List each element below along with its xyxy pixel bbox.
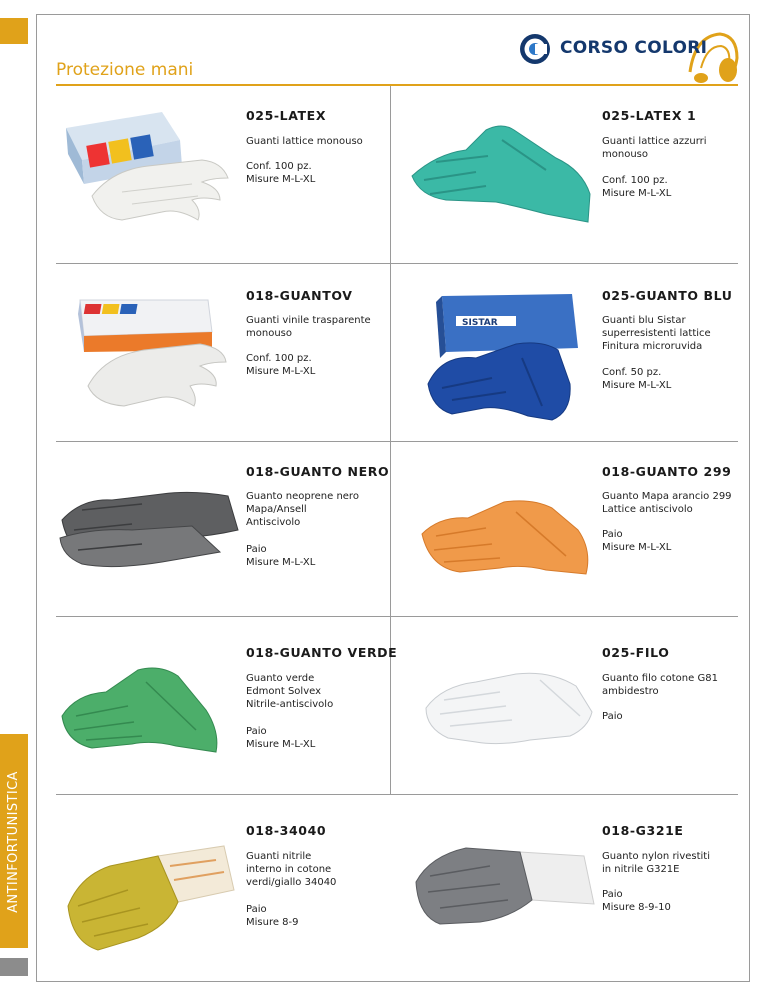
product-packaging: Conf. 100 pz. Misure M-L-XL [602,175,672,199]
corner-tab [0,18,28,44]
product-packaging: Conf. 100 pz. Misure M-L-XL [246,353,316,377]
product-packaging: Conf. 50 pz. Misure M-L-XL [602,367,672,391]
product-description: Guanto neoprene nero Mapa/Ansell Antiscivolo [246,491,359,528]
white-latex-gloves-image [52,100,242,230]
product-code: 025-LATEX 1 [602,108,697,123]
logo-text: CORSO COLORI [560,38,708,58]
product-packaging: Conf. 100 pz. Misure M-L-XL [246,161,316,185]
product-description: Guanto filo cotone G81 ambidestro [602,673,718,697]
product-description: Guanti vinile trasparente monouso [246,315,371,339]
product-packaging: Paio Misure M-L-XL [246,726,316,750]
product-code: 025-GUANTO BLU [602,288,733,303]
product-description: Guanti lattice azzurri monouso [602,136,707,160]
product-packaging: Paio Misure M-L-XL [602,529,672,553]
section-side-label: ANTINFORTUNISTICA [6,771,21,913]
row-divider [56,794,738,795]
yellow-nitrile-gloves-image [58,826,238,956]
row-divider [56,263,738,264]
product-description: Guanti blu Sistar superresistenti lattice Finitura microruvida [602,315,711,352]
grey-nylon-gloves-image [410,826,600,936]
clear-vinyl-gloves-image [58,290,238,420]
product-description: Guanti lattice monouso [246,136,363,147]
product-packaging: Paio Misure 8-9-10 [602,889,671,913]
product-code: 018-34040 [246,823,327,838]
product-code: 025-LATEX [246,108,327,123]
product-code: 018-GUANTOV [246,288,353,303]
row-divider [56,616,738,617]
page-title: Protezione mani [56,60,194,80]
product-description: Guanto verde Edmont Solvex Nitrile-antiscivolo [246,673,334,710]
row-divider [56,441,738,442]
blue-sistar-gloves-image [422,288,594,426]
product-description: Guanto Mapa arancio 299 Lattice antiscivolo [602,491,732,515]
teal-latex-gloves-image [406,110,596,230]
product-code: 018-GUANTO VERDE [246,645,398,660]
green-nitrile-gloves-image [56,660,226,760]
product-code: 018-GUANTO NERO [246,464,390,479]
white-cotton-gloves-image [420,656,600,756]
product-description: Guanti nitrile interno in cotone verdi/giallo 34040 [246,851,337,888]
product-code: 025-FILO [602,645,670,660]
product-code: 018-G321E [602,823,684,838]
product-packaging: Paio Misure 8-9 [246,904,299,928]
svg-text:SISTAR: SISTAR [462,318,498,328]
product-packaging: Paio [602,711,623,722]
product-description: Guanto nylon rivestiti in nitrile G321E [602,851,711,875]
orange-latex-gloves-image [416,490,596,586]
black-neoprene-gloves-image [52,470,242,580]
product-packaging: Paio Misure M-L-XL [246,544,316,568]
product-code: 018-GUANTO 299 [602,464,732,479]
bottom-marker [0,958,28,976]
